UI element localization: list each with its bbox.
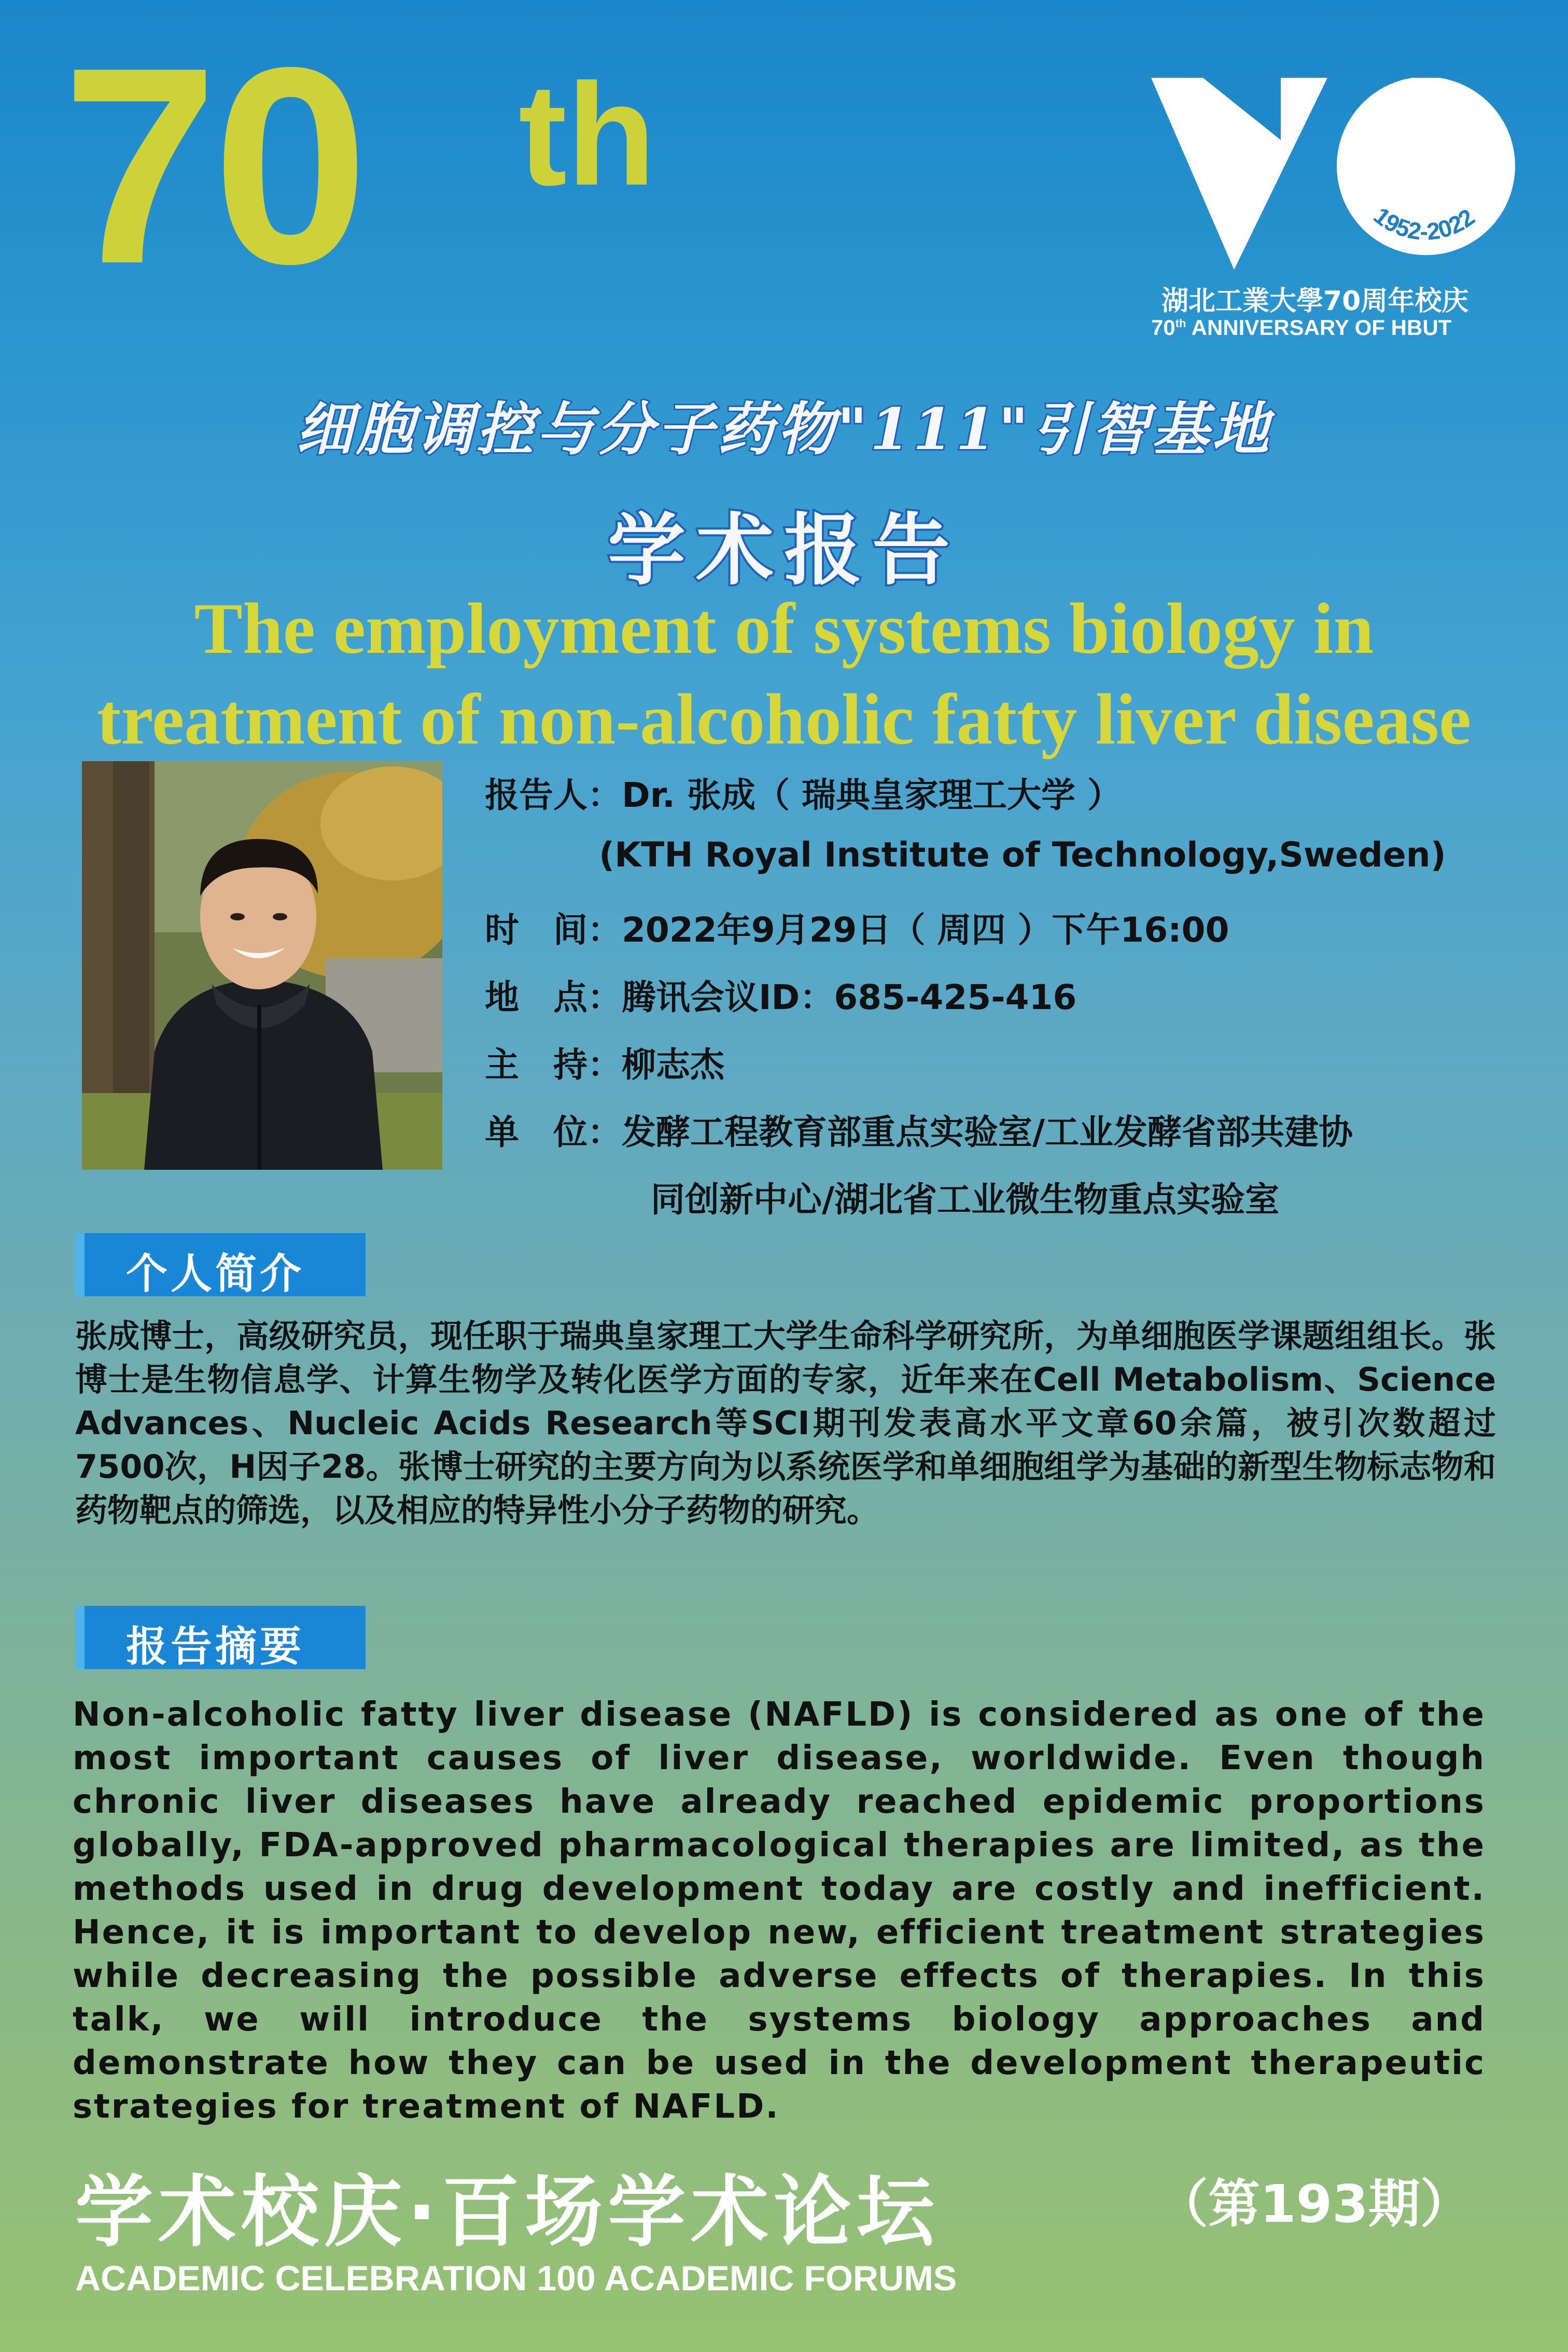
anniversary-emblem-icon: [1151, 78, 1524, 296]
hbut-70-logo-icon: [1151, 78, 1524, 342]
logo-years: 1952-2022: [1368, 202, 1480, 245]
bio-section-tag: [75, 1233, 366, 1296]
speaker-row: [485, 767, 1122, 817]
meeting-id: 腾讯会议ID：685-425-416: [622, 977, 1077, 1017]
anniversary-suffix: th: [519, 54, 656, 216]
talk-abstract: Non-alcoholic fatty liver disease (NAFLD) is considered as one of the most important causes of liver disease, worldwide. Even though chronic liver diseases have already reached epidemic proportions globally, FDA-approved pharmacological therapies are limited, as the methods used in drug development today are costly and inefficient. Hence, it is important to develop new, efficient treatment strategies while decreasing the possible adverse effects of therapies. In this talk, we will introduce the systems biology approaches and demonstrate how they can be used in the development therapeutic strategies for treatment of NAFLD.: [73, 1696, 1486, 2126]
logo-school-name: 湖北工業大學70周年校庆: [1161, 286, 1469, 317]
unit-row: [485, 1104, 1353, 1154]
base-title: 细胞调控与分子药物"111"引智基地: [296, 396, 1272, 463]
forum-issue: （第193期）: [1156, 2174, 1472, 2234]
bio-section-title: 个人简介: [126, 1250, 304, 1298]
unit-value-line1: 发酵工程教育部重点实验室/工业发酵省部共建协: [622, 1112, 1353, 1152]
speaker-label: 报告人：: [485, 775, 622, 815]
abstract-section-tag: [75, 1606, 366, 1669]
logo-en-number: 70: [1151, 315, 1175, 340]
time-label: 时 间：: [485, 910, 622, 950]
unit-value-line2: 同创新中心/湖北省工业微生物重点实验室: [651, 1180, 1280, 1220]
logo-en-sup: th: [1175, 317, 1186, 330]
place-row: [485, 970, 1076, 1019]
time-row: [485, 902, 1229, 951]
forum-title-en: ACADEMIC CELEBRATION 100 ACADEMIC FORUMS: [75, 2259, 957, 2298]
speaker-bio: 张成博士，高级研究员，现任职于瑞典皇家理工大学生命科学研究所，为单细胞医学课题组组长。张博士是生物信息学、计算生物学及转化医学方面的专家，近年来在Cell Metabolism、Science Advances、Nucleic Acids Research等SCI期刊发表高水平文章60余篇，被引次数超过7500次，H因子28。张博士研究的主要方向为以系统医学和单细胞组学为基础的新型生物标志物和药物靶点的筛选，以及相应的特异性小分子药物的研究。: [75, 1317, 1496, 1529]
forum-title: 学术校庆·百场学术论坛: [75, 2167, 940, 2258]
speaker-value: Dr. 张成（ 瑞典皇家理工大学 ）: [622, 775, 1122, 815]
host-value: 柳志杰: [622, 1045, 724, 1085]
time-value: 2022年9月29日（ 周四 ）下午16:00: [622, 910, 1229, 950]
logo-en-text: ANNIVERSARY OF HBUT: [1191, 315, 1452, 340]
report-heading: 学术报告: [607, 505, 960, 596]
anniversary-number: 70: [62, 9, 363, 322]
talk-title: [0, 583, 1568, 765]
host-row: [485, 1037, 724, 1086]
logo-english: [1151, 315, 1451, 340]
host-label: 主 持：: [485, 1045, 622, 1085]
abstract-section-title: 报告摘要: [126, 1622, 304, 1671]
unit-label: 单 位：: [485, 1112, 622, 1152]
talk-title-line2: treatment of non-alcoholic fatty liver disease: [96, 679, 1472, 760]
speaker-portrait-icon: [82, 761, 442, 1170]
speaker-affiliation-en: (KTH Royal Institute of Technology,Sweden): [599, 835, 1446, 875]
speaker-photo: [82, 761, 442, 1170]
talk-title-line1: The employment of systems biology in: [194, 589, 1374, 669]
place-label: 地 点：: [485, 977, 622, 1017]
